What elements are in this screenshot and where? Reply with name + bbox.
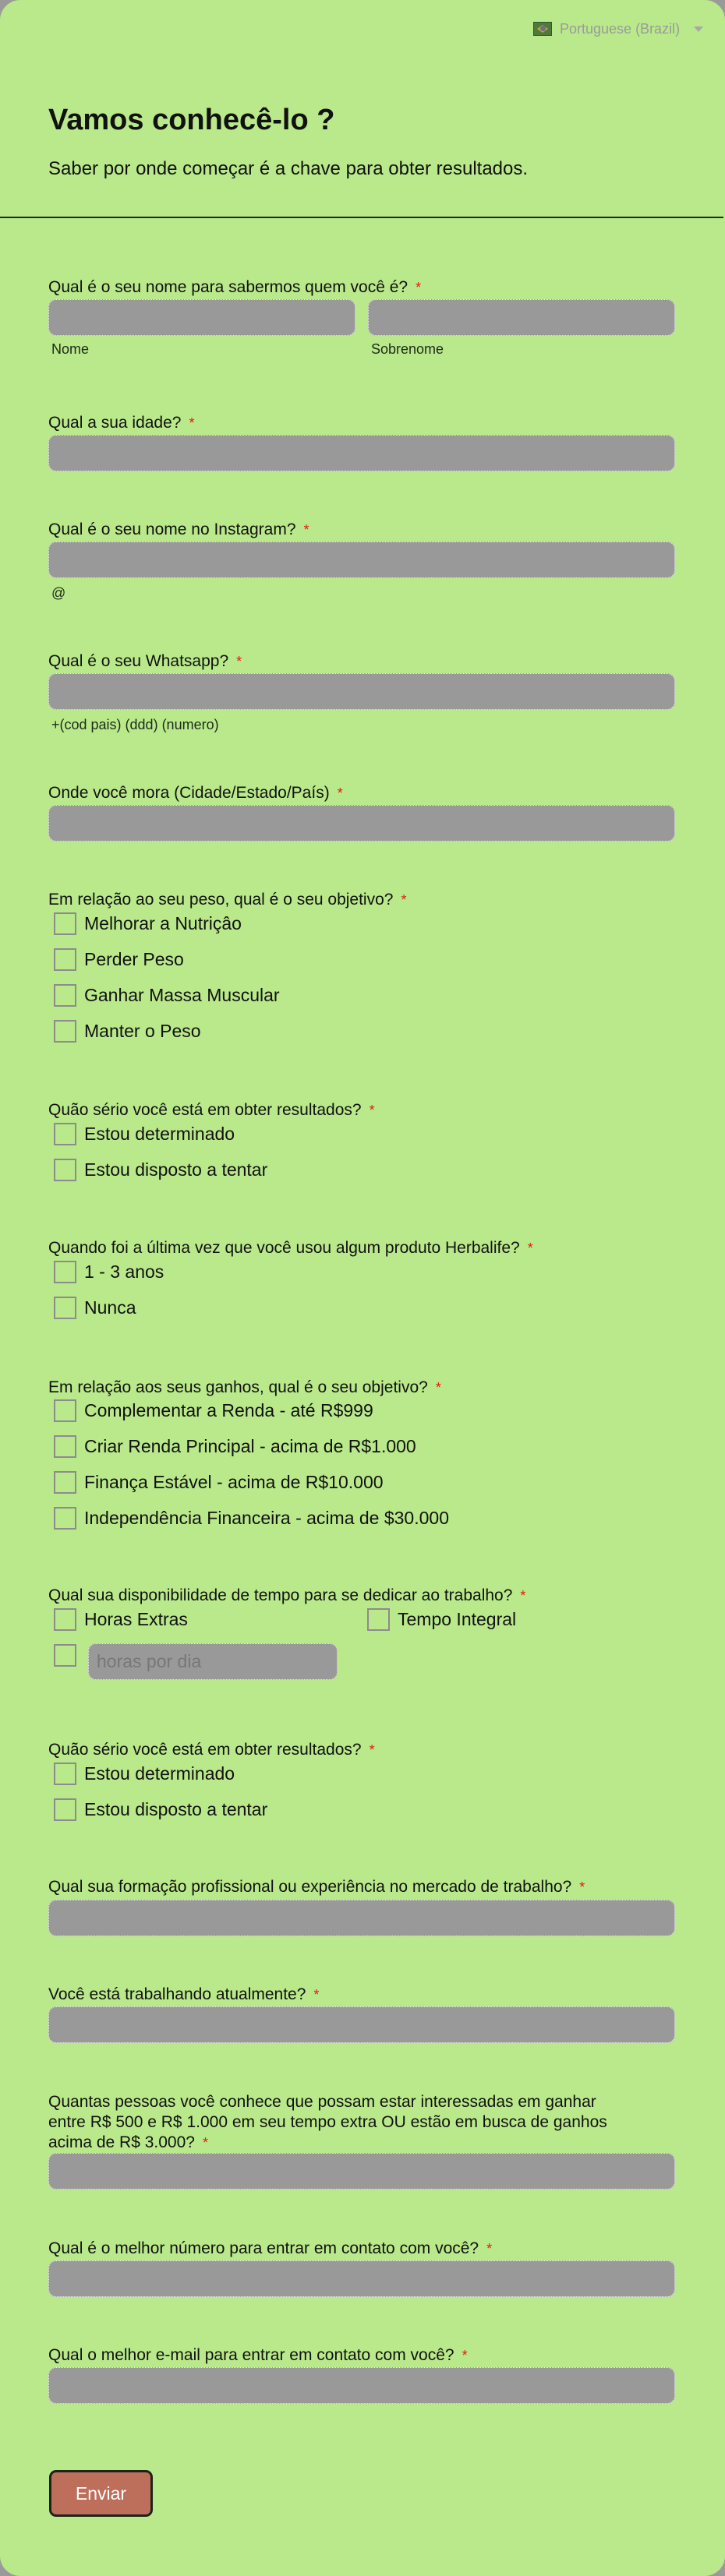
submit-button[interactable]: Enviar (49, 2470, 153, 2517)
option-label: Melhorar a Nutriçâo (84, 912, 242, 933)
earnings-option[interactable] (54, 1434, 416, 1458)
language-label: Portuguese (Brazil) (560, 20, 681, 37)
checkbox[interactable] (54, 1608, 76, 1631)
question-label: Qual a sua idade? (48, 414, 182, 432)
brazil-flag-icon (533, 22, 552, 36)
option-label: Estou disposto a tentar (84, 1798, 268, 1819)
question-working (48, 1985, 672, 2005)
required-mark: * (435, 1380, 441, 1396)
whatsapp-input[interactable] (48, 673, 675, 710)
required-mark: * (236, 654, 242, 669)
whatsapp-sublabel: +(cod pais) (ddd) (numero) (51, 717, 219, 732)
question-label-line: Quantas pessoas você conhece que possam estar interessadas em ganhar (48, 2093, 596, 2111)
last-name-input[interactable] (368, 299, 675, 336)
option-label: Tempo Integral (398, 1608, 517, 1629)
required-mark: * (401, 892, 407, 908)
option-label: Ganhar Massa Muscular (84, 984, 280, 1005)
question-label: Qual o melhor e-mail para entrar em contato com você? (48, 2346, 454, 2364)
required-mark: * (303, 522, 309, 538)
checkbox[interactable] (54, 912, 76, 935)
checkbox[interactable] (54, 1159, 76, 1181)
question-name (48, 277, 672, 298)
option-label: 1 - 3 anos (84, 1261, 164, 1282)
question-email (48, 2345, 672, 2366)
seriousness2-option[interactable] (54, 1798, 267, 1821)
question-instagram (48, 520, 672, 540)
required-mark: * (579, 1879, 585, 1895)
checkbox[interactable] (54, 1261, 76, 1283)
required-mark: * (486, 2241, 493, 2257)
question-herbalife (48, 1238, 672, 1258)
required-mark: * (369, 1742, 375, 1758)
question-label: Qual é o melhor número para entrar em contato com você? (48, 2239, 479, 2257)
question-availability (48, 1586, 672, 1606)
required-mark: * (313, 1987, 320, 2003)
checkbox[interactable] (54, 984, 76, 1007)
question-label: Em relação aos seus ganhos, qual é o seu objetivo? (48, 1378, 428, 1396)
question-referrals (48, 2092, 672, 2153)
header-divider (0, 217, 723, 218)
first-name-input[interactable] (48, 299, 355, 336)
checkbox[interactable] (54, 1471, 76, 1494)
option-label: Estou determinado (84, 1763, 235, 1784)
weight-option[interactable] (54, 983, 280, 1007)
question-whatsapp (48, 651, 672, 672)
checkbox[interactable] (54, 1020, 76, 1043)
question-label: Qual é o seu Whatsapp? (48, 652, 229, 670)
checkbox[interactable] (54, 948, 76, 971)
question-label: Qual é o seu nome no Instagram? (48, 520, 296, 538)
age-input[interactable] (48, 435, 675, 471)
language-selector[interactable] (533, 17, 703, 41)
working-input[interactable] (48, 2006, 675, 2043)
weight-option[interactable] (54, 1019, 201, 1043)
checkbox[interactable] (54, 1399, 76, 1422)
checkbox[interactable] (54, 1435, 76, 1458)
required-mark: * (462, 2348, 468, 2363)
question-earnings-goal (48, 1378, 672, 1398)
option-label: Nunca (84, 1297, 136, 1318)
question-seriousness-1 (48, 1100, 672, 1120)
question-label: Qual sua disponibilidade de tempo para se dedicar ao trabalho? (48, 1586, 513, 1604)
question-label-line: entre R$ 500 e R$ 1.000 em seu tempo extra OU estão em busca de ganhos (48, 2113, 607, 2131)
earnings-option[interactable] (54, 1470, 384, 1494)
availability-option[interactable] (54, 1607, 188, 1631)
herbalife-option[interactable] (54, 1296, 136, 1319)
seriousness2-option[interactable] (54, 1762, 235, 1785)
instagram-sublabel: @ (51, 585, 66, 601)
required-mark: * (369, 1103, 375, 1118)
question-label: Quão sério você está em obter resultados? (48, 1741, 362, 1759)
weight-option[interactable] (54, 912, 242, 935)
seriousness1-option[interactable] (54, 1158, 267, 1181)
checkbox[interactable] (54, 1798, 76, 1821)
option-label: Complementar a Renda - até R$999 (84, 1399, 373, 1420)
option-label: Finança Estável - acima de R$10.000 (84, 1471, 384, 1492)
question-location (48, 783, 672, 803)
page-title: Vamos conhecê-lo ? (48, 104, 335, 136)
chevron-down-icon (694, 26, 703, 32)
question-label: Quando foi a última vez que você usou algum produto Herbalife? (48, 1239, 520, 1257)
required-mark: * (416, 280, 422, 295)
first-name-sublabel: Nome (51, 341, 90, 357)
checkbox[interactable] (54, 1123, 76, 1145)
option-label: Manter o Peso (84, 1020, 201, 1041)
question-seriousness-2 (48, 1740, 672, 1760)
required-mark: * (527, 1240, 533, 1256)
option-label: Horas Extras (84, 1608, 188, 1629)
question-label: Em relação ao seu peso, qual é o seu objetivo? (48, 891, 394, 909)
checkbox[interactable] (54, 1507, 76, 1530)
instagram-input[interactable] (48, 542, 675, 578)
other-checkbox[interactable] (54, 1644, 76, 1667)
background-input[interactable] (48, 1900, 675, 1936)
herbalife-option[interactable] (54, 1260, 164, 1283)
required-mark: * (189, 415, 195, 431)
earnings-option[interactable] (54, 1399, 373, 1422)
option-label: Estou determinado (84, 1123, 235, 1144)
email-input[interactable] (48, 2367, 675, 2404)
referrals-input[interactable] (48, 2153, 675, 2190)
checkbox[interactable] (54, 1763, 76, 1785)
earnings-option[interactable] (54, 1506, 449, 1530)
question-label: Você está trabalhando atualmente? (48, 1985, 306, 2003)
seriousness1-option[interactable] (54, 1122, 235, 1145)
checkbox[interactable] (367, 1608, 390, 1631)
required-mark: * (202, 2135, 208, 2151)
question-label: Qual é o seu nome para sabermos quem você é? (48, 278, 408, 296)
question-background (48, 1877, 672, 1897)
phone-input[interactable] (48, 2260, 675, 2297)
location-input[interactable] (48, 805, 675, 842)
question-age (48, 413, 672, 433)
weight-option[interactable] (54, 947, 184, 971)
option-label: Estou disposto a tentar (84, 1159, 268, 1180)
input-placeholder: horas por dia (97, 1651, 202, 1671)
checkbox[interactable] (54, 1297, 76, 1319)
question-phone (48, 2239, 672, 2259)
option-label: Independência Financeira - acima de $30.000 (84, 1507, 449, 1528)
question-label: Quão sério você está em obter resultados? (48, 1101, 362, 1119)
question-weight-goal (48, 890, 672, 910)
hours-per-day-input[interactable] (88, 1643, 338, 1680)
question-label: Onde você mora (Cidade/Estado/País) (48, 784, 330, 802)
required-mark: * (520, 1588, 526, 1604)
question-label: Qual sua formação profissional ou experiência no mercado de trabalho? (48, 1878, 572, 1896)
option-label: Criar Renda Principal - acima de R$1.000 (84, 1435, 416, 1456)
required-mark: * (337, 785, 343, 801)
availability-option[interactable] (367, 1607, 516, 1631)
page-subtitle: Saber por onde começar é a chave para obter resultados. (48, 158, 529, 179)
option-label: Perder Peso (84, 948, 184, 969)
last-name-sublabel: Sobrenome (371, 341, 444, 357)
question-label-line: acima de R$ 3.000? (48, 2133, 195, 2151)
